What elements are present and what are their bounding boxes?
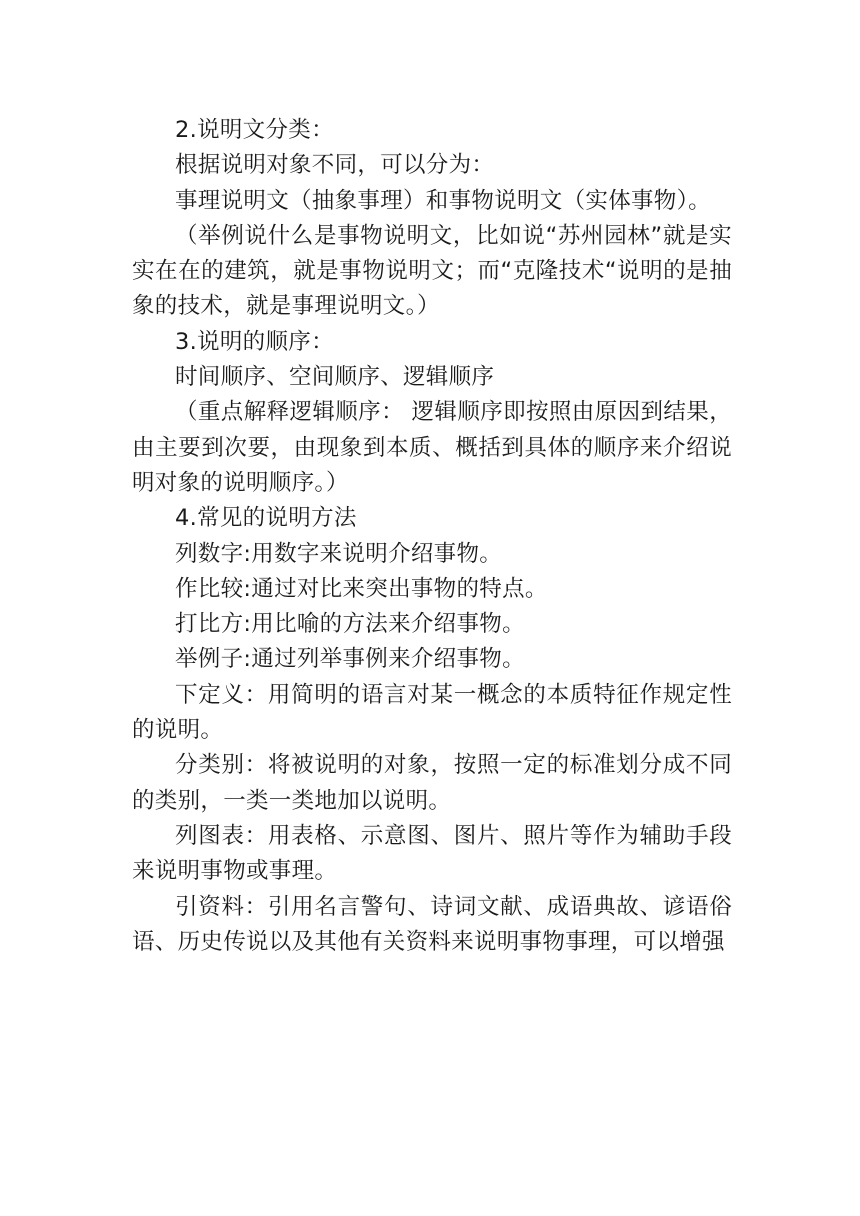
paragraph: （举例说什么是事物说明文，比如说“苏州园林”就是实实在在的建筑，就是事物说明文；而“克隆技术“说明的是抽象的技术，就是事理说明文。） [132,222,732,320]
heading-order: 3.说明的顺序： [175,328,334,355]
document-body [132,113,732,960]
method-item: 列图表：用表格、示意图、图片、照片等作为辅助手段来说明事物或事理。 [132,822,732,885]
paragraph: 根据说明对象不同，可以分为： [175,152,495,179]
method-item: 分类别：将被说明的对象，按照一定的标准划分成不同的类别，一类一类地加以说明。 [132,752,732,814]
method-item: 举例子:通过列举事例来介绍事物。 [175,646,525,673]
method-item: 引资料：引用名言警句、诗词文献、成语典故、谚语俗语、历史传说以及其他有关资料来说明事物事理，可以增强 [132,893,732,955]
method-item: 下定义：用简明的语言对某一概念的本质特征作规定性的说明。 [132,681,732,744]
method-item: 打比方:用比喻的方法来介绍事物。 [175,611,525,638]
paragraph: 时间顺序、空间顺序、逻辑顺序 [175,364,495,391]
paragraph: 事理说明文（抽象事理）和事物说明文（实体事物）。 [175,187,711,214]
paragraph: （重点解释逻辑顺序： 逻辑顺序即按照由原因到结果，由主要到次要，由现象到本质、概括到具体的顺序来介绍说明对象的说明顺序。） [132,399,732,496]
heading-methods: 4.常见的说明方法 [175,505,357,532]
method-item: 列数字:用数字来说明介绍事物。 [175,540,503,567]
heading-classification: 2.说明文分类： [175,117,334,143]
method-item: 作比较:通过对比来突出事物的特点。 [175,575,548,602]
